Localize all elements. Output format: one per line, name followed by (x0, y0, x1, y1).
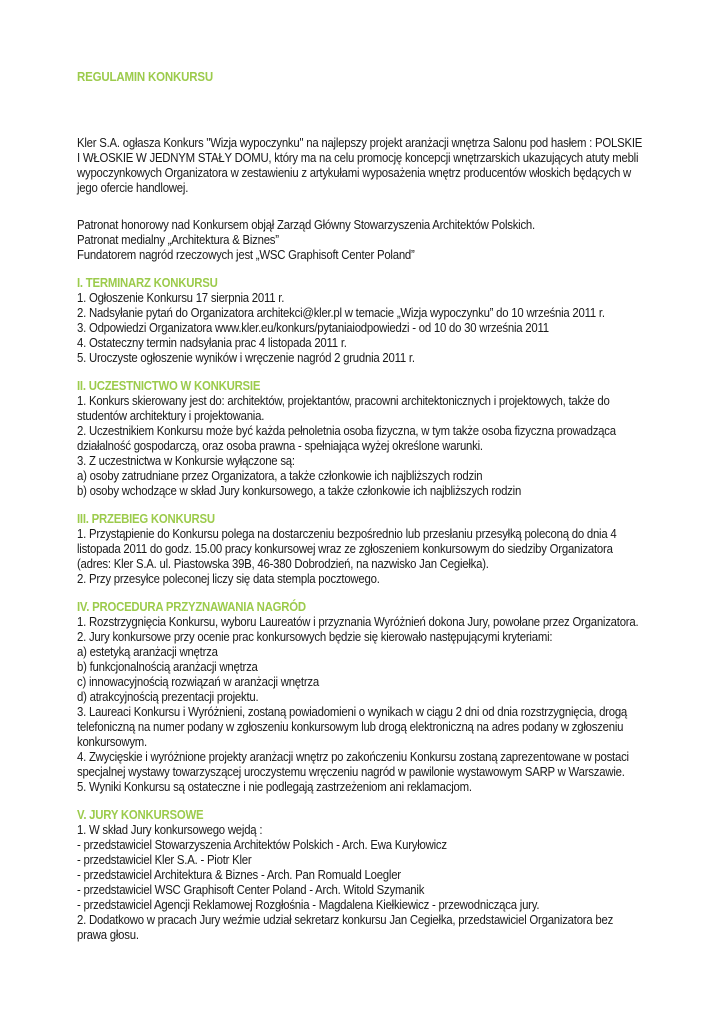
section-3 (77, 512, 697, 587)
section-1 (77, 276, 697, 366)
intro-line: Kler S.A. ogłasza Konkurs "Wizja wypoczynku" na najlepszy projekt aranżacji wnętrza Salonu pod hasłem : POLSKIE (77, 136, 643, 150)
section-line: 1. W skład Jury konkursowego wejdą : (77, 823, 263, 837)
section-line: 2. Dodatkowo w pracach Jury weźmie udział sekretarz konkursu Jan Cegiełka, przedstawiciel Organizatora bez (77, 913, 614, 927)
sections (77, 263, 697, 943)
section-line: c) innowacyjnością rozwiązań w aranżacji wnętrza (77, 675, 319, 689)
section-line: - przedstawiciel WSC Graphisoft Center Poland - Arch. Witold Szymanik (77, 883, 425, 897)
intro-line: wypoczynkowych Organizatora w zestawieniu z artykułami wyposażenia wnętrz producentów włoskich będących w (77, 166, 631, 180)
section-5 (77, 808, 697, 943)
document-body (77, 136, 697, 943)
section-line: prawa głosu. (77, 928, 139, 942)
section-line: 5. Wyniki Konkursu są ostateczne i nie podlegają zastrzeżeniom ani reklamacjom. (77, 780, 472, 794)
section-line: b) funkcjonalnością aranżacji wnętrza (77, 660, 258, 674)
section-line: 1. Rozstrzygnięcia Konkursu, wyboru Laureatów i przyznania Wyróżnień dokona Jury, powołane przez Organizatora. (77, 615, 639, 629)
section-line: studentów architektury i projektowania. (77, 409, 265, 423)
section-line: 2. Uczestnikiem Konkursu może być każda pełnoletnia osoba fizyczna, w tym także osoba fizyczna prowadząca (77, 424, 616, 438)
section-line: telefoniczną na numer podany w zgłoszeniu konkursowym lub drogą elektroniczną na adres podany w zgłoszeniu (77, 720, 624, 734)
section-line: (adres: Kler S.A. ul. Piastowska 39B, 46-380 Dobrodzień, na nazwisko Jan Cegiełka). (77, 557, 489, 571)
section-line: działalność gospodarczą, oraz osoba prawna - spełniająca wyżej określone warunki. (77, 439, 483, 453)
section-line: a) estetyką aranżacji wnętrza (77, 645, 218, 659)
section-line: 5. Uroczyste ogłoszenie wyników i wręczenie nagród 2 grudnia 2011 r. (77, 351, 415, 365)
patron-line: Patronat honorowy nad Konkursem objął Zarząd Główny Stowarzyszenia Architektów Polskich. (77, 218, 535, 232)
section-line: 1. Konkurs skierowany jest do: architektów, projektantów, pracowni architektonicznych i projektowych, także do (77, 394, 610, 408)
section-line: a) osoby zatrudniane przez Organizatora, a także członkowie ich najbliższych rodzin (77, 469, 483, 483)
section-heading: V. JURY KONKURSOWE (77, 808, 204, 822)
section-line: 1. Przystąpienie do Konkursu polega na dostarczeniu bezpośrednio lub przesłaniu przesyłką poleconą do dnia 4 (77, 527, 617, 541)
section-line: 1. Ogłoszenie Konkursu 17 sierpnia 2011 r. (77, 291, 285, 305)
section-line: 4. Ostateczny termin nadsyłania prac 4 listopada 2011 r. (77, 336, 347, 350)
section-line: - przedstawiciel Architektura & Biznes - Arch. Pan Romuald Loegler (77, 868, 401, 882)
intro-paragraph (77, 136, 697, 196)
intro-line: jego ofercie handlowej. (77, 181, 189, 195)
patron-line: Fundatorem nagród rzeczowych jest „WSC Graphisoft Center Poland” (77, 248, 415, 262)
section-heading: III. PRZEBIEG KONKURSU (77, 512, 215, 526)
section-line: b) osoby wchodzące w skład Jury konkursowego, a także członkowie ich najbliższych rodzin (77, 484, 522, 498)
section-line: - przedstawiciel Kler S.A. - Piotr Kler (77, 853, 252, 867)
section-line: 2. Nadsyłanie pytań do Organizatora architekci@kler.pl w temacie „Wizja wypoczynku” do 10 września 2011 r. (77, 306, 605, 320)
section-line: 2. Jury konkursowe przy ocenie prac konkursowych będzie się kierowało następującymi kryteriami: (77, 630, 553, 644)
section-line: 3. Laureaci Konkursu i Wyróżnieni, zostaną powiadomieni o wynikach w ciągu 2 dni od dnia rozstrzygnięcia, drogą (77, 705, 628, 719)
section-line: konkursowym. (77, 735, 147, 749)
section-line: d) atrakcyjnością prezentacji projektu. (77, 690, 259, 704)
section-line: 3. Z uczestnictwa w Konkursie wyłączone są: (77, 454, 295, 468)
section-2 (77, 379, 697, 499)
section-line: listopada 2011 do godz. 15.00 pracy konkursowej wraz ze zgłoszeniem konkursowym do siedziby Organizatora (77, 542, 613, 556)
section-line: - przedstawiciel Stowarzyszenia Architektów Polskich - Arch. Ewa Kuryłowicz (77, 838, 447, 852)
section-line: 4. Zwycięskie i wyróżnione projekty aranżacji wnętrz po zakończeniu Konkursu zostaną zaprezentowane w postaci (77, 750, 629, 764)
section-heading: I. TERMINARZ KONKURSU (77, 276, 218, 290)
section-4 (77, 600, 697, 795)
section-heading: IV. PROCEDURA PRZYZNAWANIA NAGRÓD (77, 600, 306, 614)
section-line: specjalnej wystawy towarzyszącej uroczystemu wręczeniu nagród w pawilonie wystawowym SARP w Warszawie. (77, 765, 625, 779)
patrons-paragraph (77, 218, 697, 263)
document-title: REGULAMIN KONKURSU (77, 70, 213, 84)
section-line: - przedstawiciel Agencji Reklamowej Rozgłośnia - Magdalena Kiełkiewicz - przewodnicząca jury. (77, 898, 540, 912)
section-line: 3. Odpowiedzi Organizatora www.kler.eu/konkurs/pytaniaiodpowiedzi - od 10 do 30 września 2011 (77, 321, 549, 335)
section-line: 2. Przy przesyłce poleconej liczy się data stempla pocztowego. (77, 572, 380, 586)
patron-line: Patronat medialny „Architektura & Biznes” (77, 233, 279, 247)
intro-line: I WŁOSKIE W JEDNYM STAŁY DOMU, który ma na celu promocję koncepcji wnętrzarskich ukazujących atuty mebli (77, 151, 639, 165)
section-heading: II. UCZESTNICTWO W KONKURSIE (77, 379, 261, 393)
